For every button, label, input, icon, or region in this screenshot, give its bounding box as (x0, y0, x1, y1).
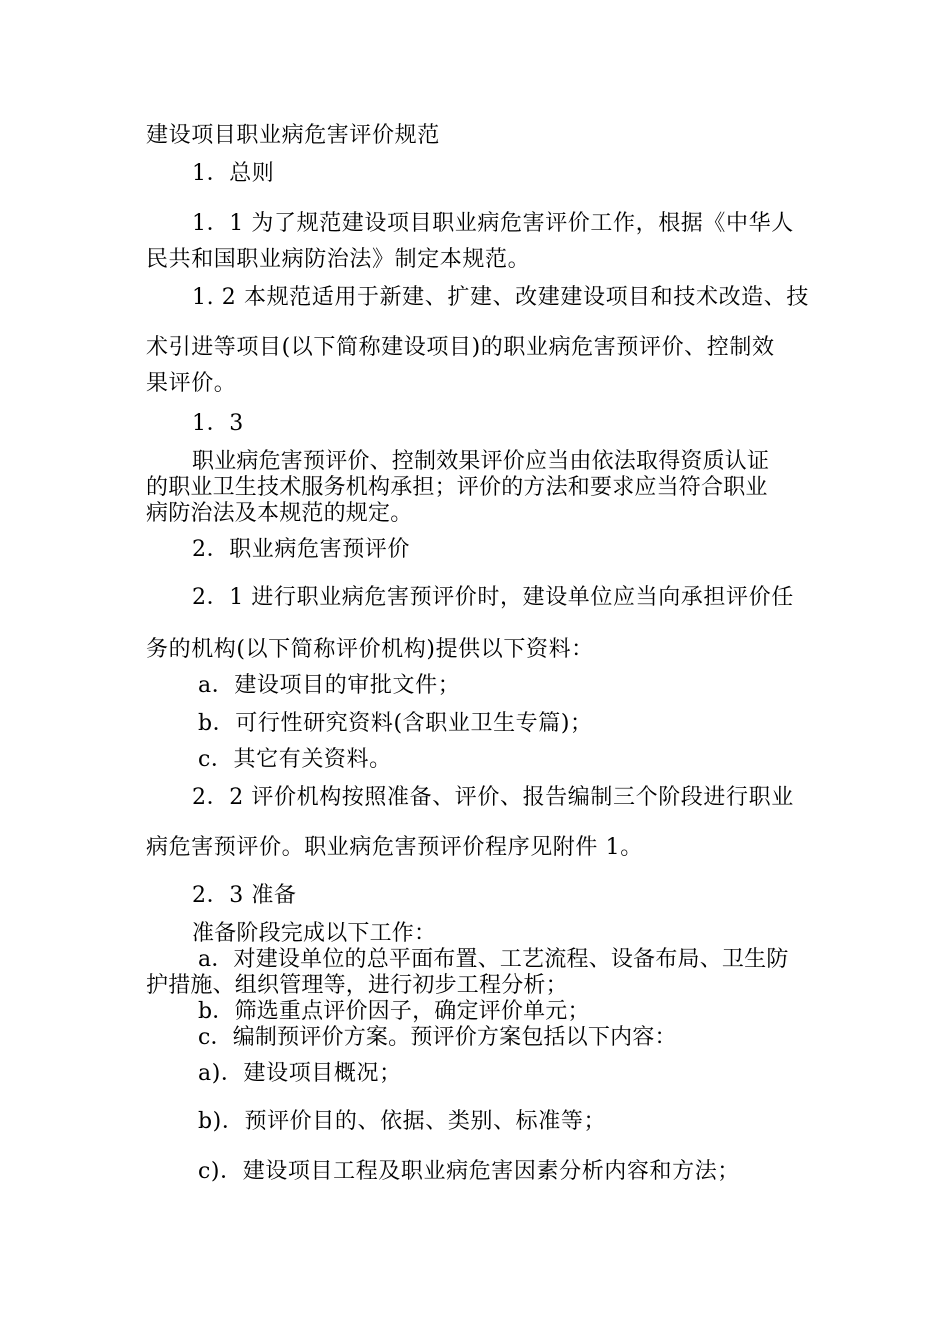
paragraph-line: 职业病危害预评价、控制效果评价应当由依法取得资质认证 (192, 449, 770, 474)
paragraph-line: 术引进等项目(以下简称建设项目)的职业病危害预评价、控制效 (146, 335, 775, 360)
paragraph-line: 的职业卫生技术服务机构承担；评价的方法和要求应当符合职业 (146, 475, 768, 500)
sub-list-item: b)．预评价目的、依据、类别、标准等； (198, 1109, 607, 1134)
list-item: b．筛选重点评价因子，确定评价单元； (198, 999, 590, 1024)
sub-list-item: a)．建设项目概况； (198, 1061, 402, 1086)
section-heading: 1．总则 (192, 161, 275, 186)
paragraph-line: 果评价。 (146, 371, 237, 396)
section-heading: 2．职业病危害预评价 (192, 537, 410, 562)
list-item: b．可行性研究资料(含职业卫生专篇)； (198, 711, 593, 736)
paragraph-line: 2．2 评价机构按照准备、评价、报告编制三个阶段进行职业 (192, 785, 794, 810)
list-item: a．对建设单位的总平面布置、工艺流程、设备布局、卫生防 (198, 947, 789, 972)
sub-list-item: c)．建设项目工程及职业病危害因素分析内容和方法； (198, 1159, 740, 1184)
paragraph-line: 1．1 为了规范建设项目职业病危害评价工作，根据《中华人 (192, 211, 794, 236)
list-item: a．建设项目的审批文件； (198, 673, 461, 698)
document-title: 建设项目职业病危害评价规范 (146, 123, 440, 148)
list-item: c．其它有关资料。 (198, 747, 392, 772)
section-heading: 2．3 准备 (192, 883, 297, 908)
paragraph-line: 病防治法及本规范的规定。 (146, 501, 413, 526)
paragraph-line: 务的机构(以下简称评价机构)提供以下资料： (146, 637, 594, 662)
paragraph-line: 1. 2 本规范适用于新建、扩建、改建建设项目和技术改造、技 (192, 285, 809, 310)
paragraph-line: 民共和国职业病防治法》制定本规范。 (146, 247, 531, 272)
paragraph-line: 2．1 进行职业病危害预评价时，建设单位应当向承担评价任 (192, 585, 794, 610)
list-item: c．编制预评价方案。预评价方案包括以下内容： (198, 1025, 677, 1050)
section-heading: 1．3 (192, 411, 244, 436)
paragraph-line: 准备阶段完成以下工作： (192, 921, 437, 946)
list-item: 护措施、组织管理等，进行初步工程分析； (146, 973, 568, 998)
paragraph-line: 病危害预评价。职业病危害预评价程序见附件 1。 (146, 835, 643, 860)
